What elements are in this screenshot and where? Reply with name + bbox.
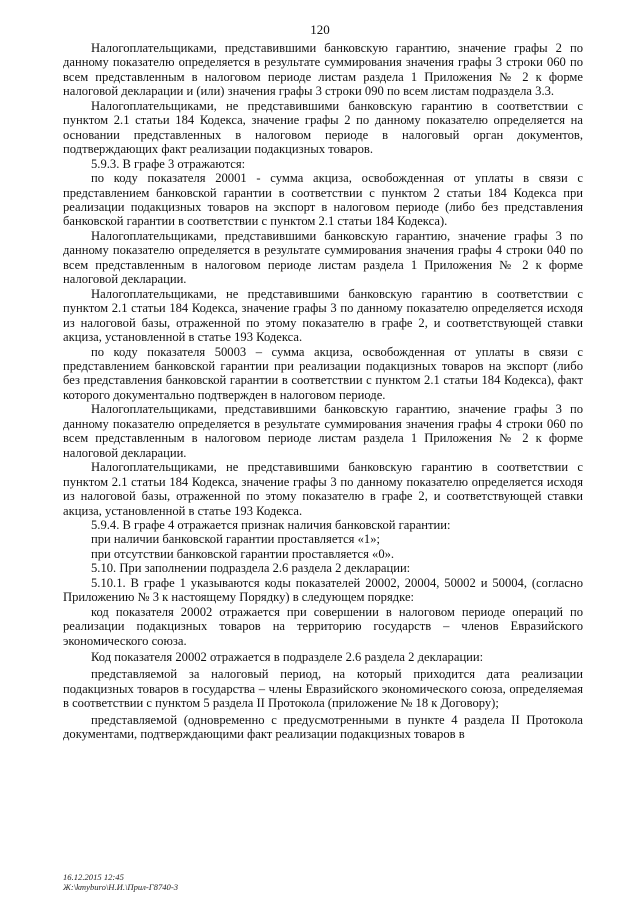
paragraph: Налогоплательщиками, представившими банковскую гарантию, значение графы 2 по данному показателю определяется в результате суммирования значения графы 3 строки 060 по всем представленным в налоговом периоде листам раздела 1 Приложения № 2 к форме налоговой декларации и (или) значения графы 3 строки 090 по всем листам подраздела 3.3. — [63, 41, 583, 99]
paragraph: представляемой (одновременно с предусмотренными в пункте 4 раздела II Протокола документами, подтверждающими факт реализации подакцизных товаров в — [63, 713, 583, 742]
footer-timestamp: 16.12.2015 12:45 — [63, 872, 124, 882]
paragraph: представляемой за налоговый период, на который приходится дата реализации подакцизных товаров в государства – члены Евразийского экономического союза, определяемая в соответствии с пунктом 5 раздела II Протокола (приложение № 18 к Договору); — [63, 667, 583, 711]
paragraph: 5.9.3. В графе 3 отражаются: — [91, 156, 246, 171]
paragraph: Налогоплательщиками, представившими банковскую гарантию, значение графы 3 по данному показателю определяется в результате суммирования значения графы 4 строки 040 по всем представленным в налоговом периоде листам раздела 1 Приложения № 2 к форме налоговой декларации. — [63, 228, 583, 287]
footer-file-path: Ж:\kmyburo\Н.И.\Прил-Г8740-3 — [63, 882, 178, 892]
paragraph: 5.10.1. В графе 1 указываются коды показателей 20002, 20004, 50002 и 50004, (согласно Приложению № 3 к настоящему Порядку) в следующем порядке: — [63, 575, 583, 605]
paragraph: 5.9.4. В графе 4 отражается признак наличия банковской гарантии: — [91, 517, 451, 532]
paragraph: Налогоплательщиками, не представившими банковскую гарантию в соответствии с пунктом 2.1 статьи 184 Кодекса, значение графы 3 по данному показателю определяется исходя из налоговой базы, отраженной по этому показателю в графе 2, и соответствующей ставки акциза, установленной в статье 193 Кодекса. — [63, 460, 583, 518]
paragraph: при наличии банковской гарантии проставляется «1»; — [91, 532, 381, 547]
page-number: 120 — [310, 22, 330, 37]
paragraph: Код показателя 20002 отражается в подразделе 2.6 раздела 2 декларации: — [91, 650, 484, 665]
paragraph: Налогоплательщиками, не представившими банковскую гарантию в соответствии с пунктом 2.1 статьи 184 Кодекса, значение графы 2 по данному показателю определяется на основании представленных в налоговом периоде в налоговый орган документов, подтверждающих факт реализации подакцизных товаров. — [63, 98, 583, 157]
document-body — [63, 41, 583, 742]
paragraph: Налогоплательщиками, представившими банковскую гарантию, значение графы 3 по данному показателю определяется в результате суммирования значения графы 4 строки 060 по всем представленным в налоговом периоде листам раздела 1 Приложения № 2 к форме налоговой декларации. — [63, 402, 583, 460]
paragraph: Налогоплательщиками, не представившими банковскую гарантию в соответствии с пунктом 2.1 статьи 184 Кодекса, значение графы 3 по данному показателю определяется исходя из налоговой базы, отраженной по этому показателю в графе 2, и соответствующей ставки акциза, установленной в статье 193 Кодекса. — [63, 286, 583, 345]
paragraph: по коду показателя 20001 - сумма акциза, освобожденная от уплаты в связи с представлением банковской гарантии в соответствии с пунктом 2 статьи 184 Кодекса при реализации подакцизных товаров на экспорт в налоговом периоде (либо без представления банковской гарантии в соответствии с пунктом 2.1 статьи 184 Кодекса). — [63, 171, 583, 229]
paragraph: при отсутствии банковской гарантии проставляется «0». — [91, 546, 395, 561]
file-footer — [63, 872, 178, 892]
paragraph: код показателя 20002 отражается при совершении в налоговом периоде операций по реализации подакцизных товаров на территорию государств – членов Евразийского экономического союза. — [63, 604, 583, 648]
paragraph: 5.10. При заполнении подраздела 2.6 раздела 2 декларации: — [91, 561, 411, 576]
paragraph: по коду показателя 50003 – сумма акциза, освобожденная от уплаты в связи с представлением банковской гарантии при реализации подакцизных товаров на экспорт (либо без представления банковской гарантии в соответствии с пунктом 2.1 статьи 184 Кодекса), факт которого документально подтвержден в налоговом периоде. — [63, 344, 583, 402]
